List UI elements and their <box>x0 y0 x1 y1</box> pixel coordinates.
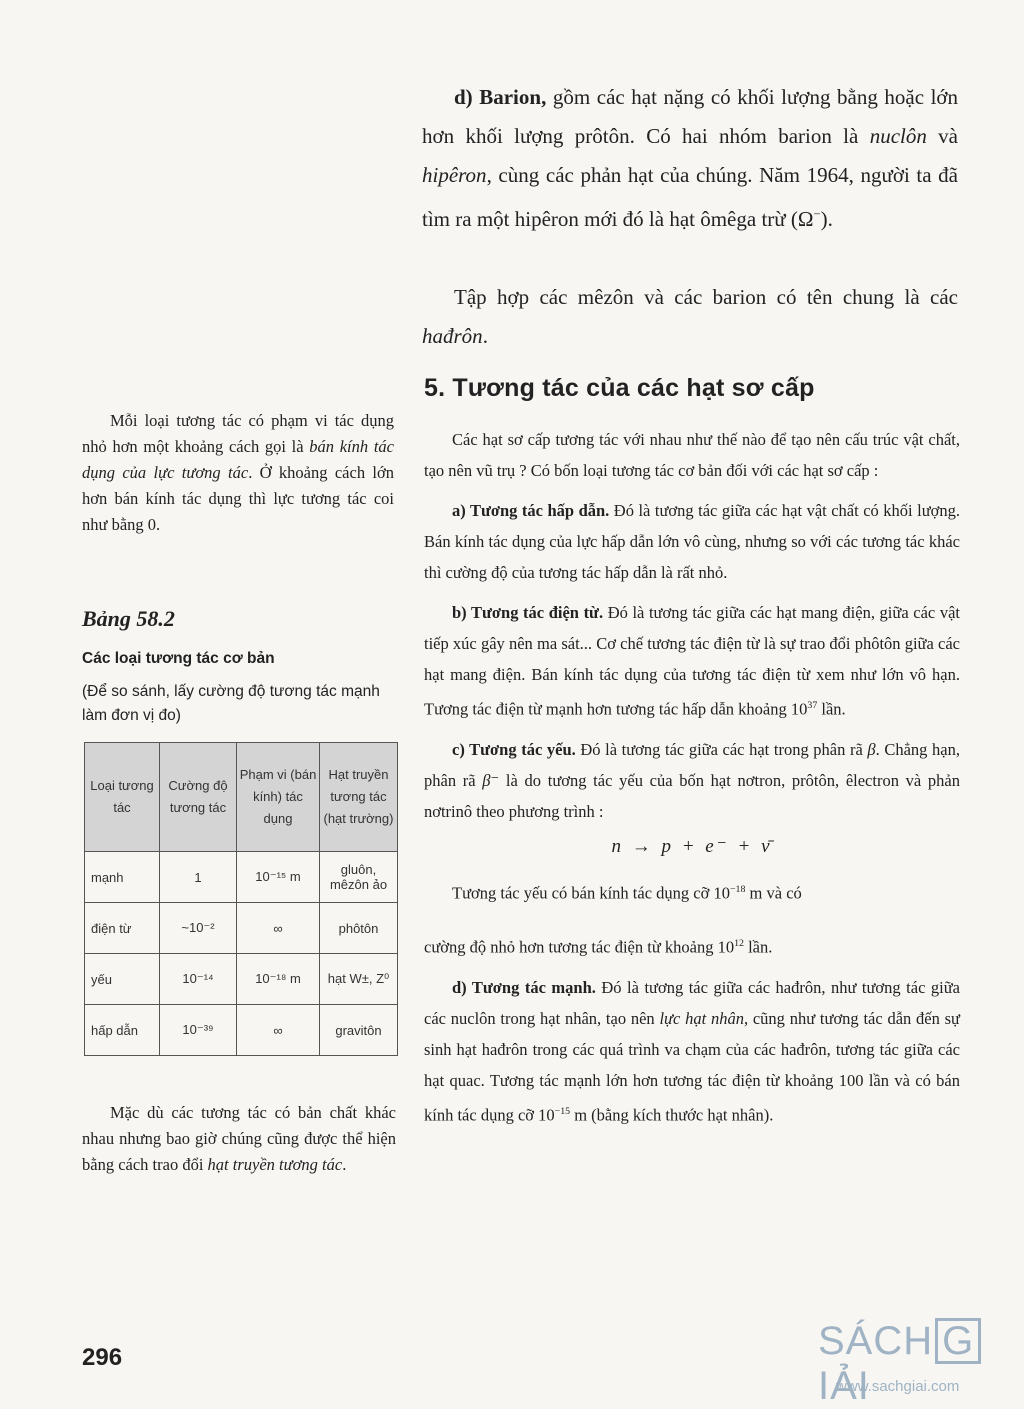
interactions-body <box>424 424 960 1139</box>
sachgiai-logo: SÁCH GIẢI <box>818 1318 1024 1409</box>
strong-paragraph: d) Tương tác mạnh. Đó là tương tác giữa các hađrôn, như tương tác giữa các nuclôn trong hạt nhân, tạo nên lực hạt nhân, cũng như tương tác dẫn đến sự sinh hạt hađrôn trong các quá trình va chạm của các hađrôn, tương tác giữa các hạt quac. Tương tác mạnh lớn hơn tương tác điện từ khoảng 100 lần và có bán kính tác dụng cỡ $10^{-15}$ m (bằng kích thước hạt nhân). <box>424 977 960 1124</box>
weak-range-line: Tương tác yếu có bán kính tác dụng cỡ $10^{-18}$ m và có <box>452 883 802 902</box>
header-range: Phạm vi (bán kính) tác dụng <box>237 743 320 852</box>
interactions-table <box>84 742 398 1056</box>
header-strength: Cường độ tương tác <box>160 743 237 852</box>
page-number: 296 <box>82 1344 123 1371</box>
header-carrier: Hạt truyền tương tác (hạt trường) <box>320 743 398 852</box>
weak-strength-line: cường độ nhỏ hơn tương tác điện từ khoảng $10^{12}$ lần. <box>424 937 773 957</box>
hadron-paragraph: Tập hợp các mêzôn và các barion có tên chung là các hađrôn. <box>422 285 958 348</box>
table-row: hấp dẫn 10⁻³⁹ ∞ gravitôn <box>85 1005 398 1056</box>
radius-note: Mỗi loại tương tác có phạm vi tác dụng nhỏ hơn một khoảng cách gọi là bán kính tác dụng của lực tương tác. Ở khoảng cách lớn hơn bán kính tác dụng thì lực tương tác coi như bằng 0. <box>82 411 394 534</box>
table-header-row <box>85 743 398 852</box>
table-row: mạnh 1 10⁻¹⁵ m gluôn, mêzôn ảo <box>85 852 398 903</box>
section-title: 5. Tương tác của các hạt sơ cấp <box>424 374 815 402</box>
barion-label: d) Barion, <box>454 85 547 109</box>
table-note: (Để so sánh, lấy cường độ tương tác mạnh làm đơn vị đo) <box>82 683 380 724</box>
header-type: Loại tương tác <box>85 743 160 852</box>
table-row: yếu 10⁻¹⁴ 10⁻¹⁸ m hạt W±, Z⁰ <box>85 954 398 1005</box>
watermark-url: www.sachgiai.com <box>836 1378 960 1395</box>
weak-paragraph: c) Tương tác yếu. Đó là tương tác giữa các hạt trong phân rã β. Chẳng hạn, phân rã β⁻ là do tương tác yếu của bốn hạt nơtron, prôtôn, êlectron và phản nơtrinô theo phương trình : <box>424 739 960 821</box>
intro-paragraph: Các hạt sơ cấp tương tác với nhau như thế nào để tạo nên cấu trúc vật chất, tạo nên vũ trụ ? Có bốn loại tương tác cơ bản đối với các hạt sơ cấp : <box>424 430 960 480</box>
barion-paragraph: d) Barion, gồm các hạt nặng có khối lượng bằng hoặc lớn hơn khối lượng prôtôn. Có hai nhóm barion là nuclôn và hipêron, cùng các phản hạt của chúng. Năm 1964, người ta đã tìm ra một hipêron mới đó là hạt ômêga trừ (Ω−). <box>422 85 959 231</box>
table-subtitle: Các loại tương tác cơ bản <box>82 650 275 667</box>
table-row: điện từ ~10⁻² ∞ phôtôn <box>85 903 398 954</box>
gravity-paragraph: a) Tương tác hấp dẫn. Đó là tương tác giữa các hạt vật chất có khối lượng. Bán kính tác dụng của lực hấp dẫn lớn vô cùng, nhưng so với các tương tác khác thì cường độ của tương tác hấp dẫn là rất nhỏ. <box>424 501 960 582</box>
carrier-note: Mặc dù các tương tác có bản chất khác nhau nhưng bao giờ chúng cũng được thể hiện bằng cách trao đổi hạt truyền tương tác. <box>82 1103 396 1174</box>
decay-equation: n → p + e⁻ + ν̄ <box>611 835 773 857</box>
electromagnetic-paragraph: b) Tương tác điện từ. Đó là tương tác giữa các hạt mang điện, giữa các vật tiếp xúc gây nên ma sát... Cơ chế tương tác điện từ là sự trao đổi phôtôn giữa các hạt mang điện. Bán kính tác dụng của tương tác điện từ xem như lớn vô hạn. Tương tác điện từ mạnh hơn tương tác hấp dẫn khoảng $10^{37}$ lần. <box>424 603 960 719</box>
table-title: Bảng 58.2 <box>82 606 175 631</box>
